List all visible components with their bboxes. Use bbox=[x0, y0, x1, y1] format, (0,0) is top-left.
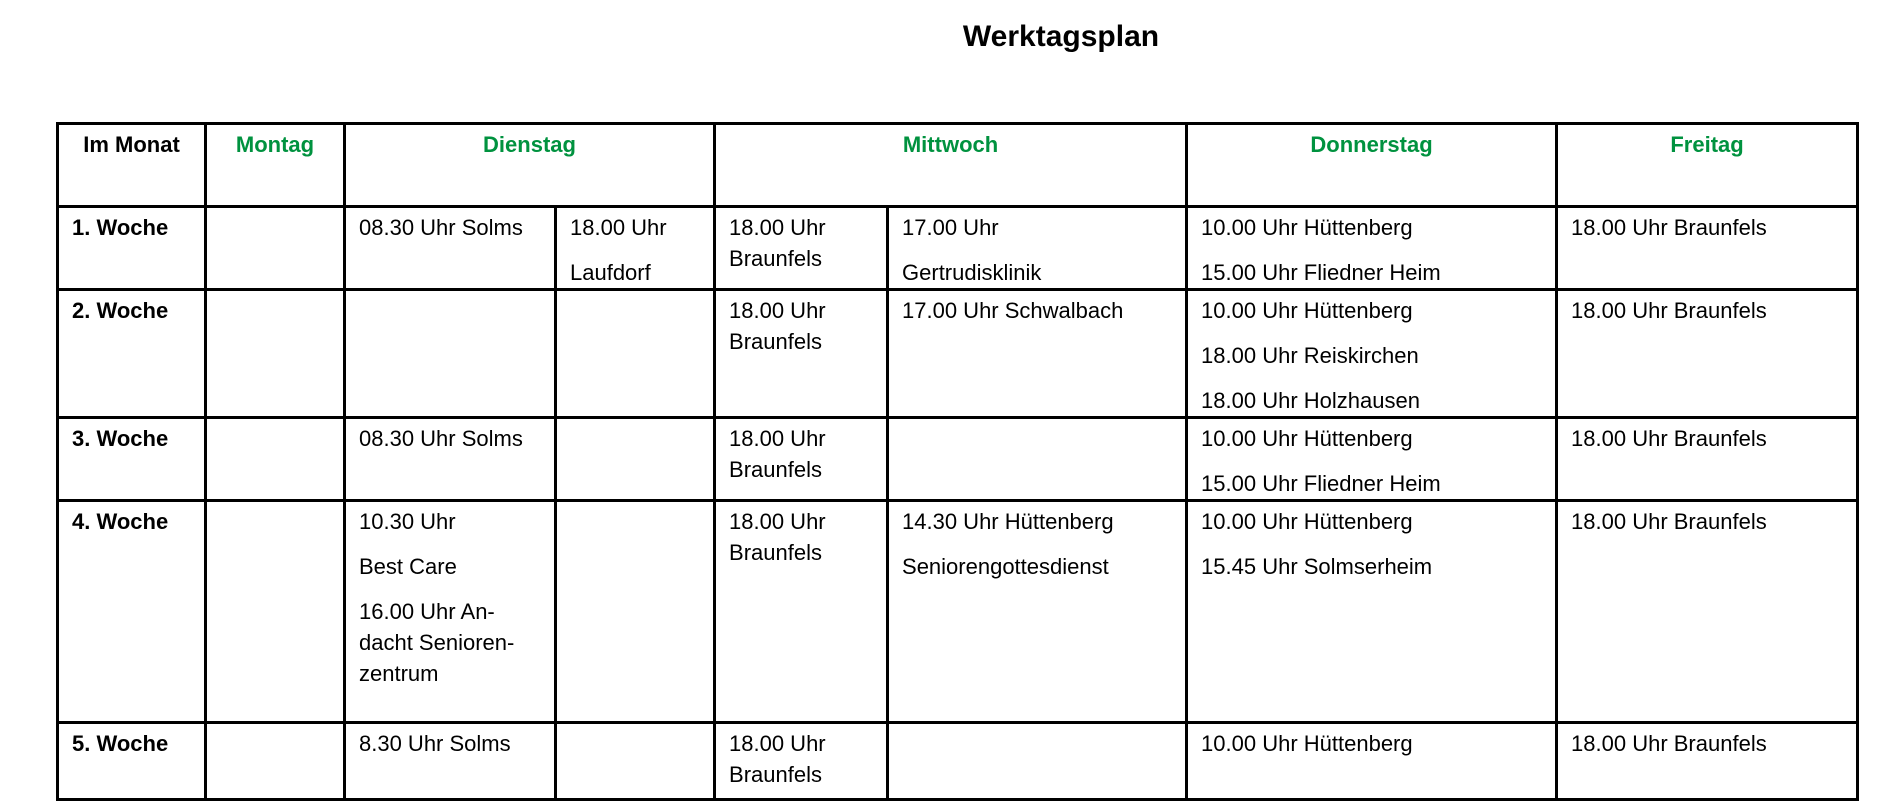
entry-line: 10.00 Uhr Hüttenberg bbox=[1201, 298, 1413, 323]
week-label: 3. Woche bbox=[58, 418, 206, 501]
page-title: Werktagsplan bbox=[962, 20, 1160, 53]
entry-line: 15.00 Uhr Fliedner Heim bbox=[1201, 471, 1441, 496]
cell-wednesday-b bbox=[888, 723, 1187, 800]
week-label: 5. Woche bbox=[58, 723, 206, 800]
entry-line: 18.00 Uhr bbox=[570, 215, 667, 240]
table-row bbox=[58, 723, 1858, 800]
cell-thursday bbox=[1187, 290, 1557, 418]
table-row bbox=[58, 290, 1858, 418]
weekday-schedule-table bbox=[56, 122, 1859, 801]
entry-line: 15.45 Uhr Solmserheim bbox=[1201, 554, 1433, 579]
week-label: 2. Woche bbox=[58, 290, 206, 418]
cell-wednesday-a: 18.00 Uhr Braunfels bbox=[715, 418, 888, 501]
cell-monday bbox=[206, 290, 345, 418]
cell-thursday bbox=[1187, 418, 1557, 501]
entry-line: 17.00 Uhr Schwalbach bbox=[902, 298, 1124, 323]
table-row bbox=[58, 501, 1858, 723]
cell-wednesday-a: 18.00 Uhr Braunfels bbox=[715, 290, 888, 418]
entry-line: 10.00 Uhr Hüttenberg bbox=[1201, 426, 1413, 451]
header-thursday: Donnerstag bbox=[1187, 124, 1557, 207]
week-label: 4. Woche bbox=[58, 501, 206, 723]
entry-line: Laufdorf bbox=[570, 260, 651, 285]
header-monday: Montag bbox=[206, 124, 345, 207]
cell-tuesday-a bbox=[345, 290, 556, 418]
cell-thursday bbox=[1187, 207, 1557, 290]
entry-line: 17.00 Uhr bbox=[902, 215, 999, 240]
cell-friday: 18.00 Uhr Braunfels bbox=[1557, 723, 1858, 800]
cell-tuesday-a bbox=[345, 418, 556, 501]
cell-tuesday-a bbox=[345, 207, 556, 290]
cell-wednesday-b bbox=[888, 501, 1187, 723]
cell-tuesday-b bbox=[556, 418, 715, 501]
cell-wednesday-b bbox=[888, 418, 1187, 501]
entry-line: 18.00 Uhr Holzhausen bbox=[1201, 388, 1420, 413]
cell-tuesday-b bbox=[556, 501, 715, 723]
header-wednesday: Mittwoch bbox=[715, 124, 1187, 207]
header-month: Im Monat bbox=[58, 124, 206, 207]
entry-line: 10.00 Uhr Hüttenberg bbox=[1201, 215, 1413, 240]
entry-line: Best Care bbox=[359, 554, 457, 579]
cell-friday: 18.00 Uhr Braunfels bbox=[1557, 418, 1858, 501]
cell-tuesday-b bbox=[556, 290, 715, 418]
header-friday: Freitag bbox=[1557, 124, 1858, 207]
cell-friday: 18.00 Uhr Braunfels bbox=[1557, 501, 1858, 723]
entry-line: 10.00 Uhr Hüttenberg bbox=[1201, 731, 1413, 756]
cell-tuesday-b bbox=[556, 207, 715, 290]
cell-thursday bbox=[1187, 501, 1557, 723]
cell-monday bbox=[206, 723, 345, 800]
cell-tuesday-a bbox=[345, 723, 556, 800]
entry-line: Gertrudisklinik bbox=[902, 260, 1042, 285]
entry-line: 08.30 Uhr Solms bbox=[359, 215, 523, 240]
cell-wednesday-a: 18.00 Uhr Braunfels bbox=[715, 723, 888, 800]
cell-monday bbox=[206, 418, 345, 501]
week-label: 1. Woche bbox=[58, 207, 206, 290]
cell-tuesday-b bbox=[556, 723, 715, 800]
header-tuesday: Dienstag bbox=[345, 124, 715, 207]
entry-line: 18.00 Uhr Reiskirchen bbox=[1201, 343, 1419, 368]
entry-line: 16.00 Uhr An-dacht Senioren-zentrum bbox=[359, 599, 515, 686]
entry-line: 14.30 Uhr Hüttenberg bbox=[902, 509, 1114, 534]
table-row bbox=[58, 207, 1858, 290]
header-row bbox=[58, 124, 1858, 207]
entry-line: 8.30 Uhr Solms bbox=[359, 731, 511, 756]
cell-friday: 18.00 Uhr Braunfels bbox=[1557, 207, 1858, 290]
cell-monday bbox=[206, 207, 345, 290]
cell-thursday bbox=[1187, 723, 1557, 800]
cell-tuesday-a bbox=[345, 501, 556, 723]
entry-line: 10.30 Uhr bbox=[359, 509, 456, 534]
cell-wednesday-b bbox=[888, 290, 1187, 418]
cell-monday bbox=[206, 501, 345, 723]
table-row bbox=[58, 418, 1858, 501]
cell-wednesday-a: 18.00 Uhr Braunfels bbox=[715, 207, 888, 290]
cell-friday: 18.00 Uhr Braunfels bbox=[1557, 290, 1858, 418]
cell-wednesday-a: 18.00 Uhr Braunfels bbox=[715, 501, 888, 723]
entry-line: 10.00 Uhr Hüttenberg bbox=[1201, 509, 1413, 534]
entry-line: 15.00 Uhr Fliedner Heim bbox=[1201, 260, 1441, 285]
cell-wednesday-b bbox=[888, 207, 1187, 290]
entry-line: Seniorengottesdienst bbox=[902, 554, 1109, 579]
entry-line: 08.30 Uhr Solms bbox=[359, 426, 523, 451]
